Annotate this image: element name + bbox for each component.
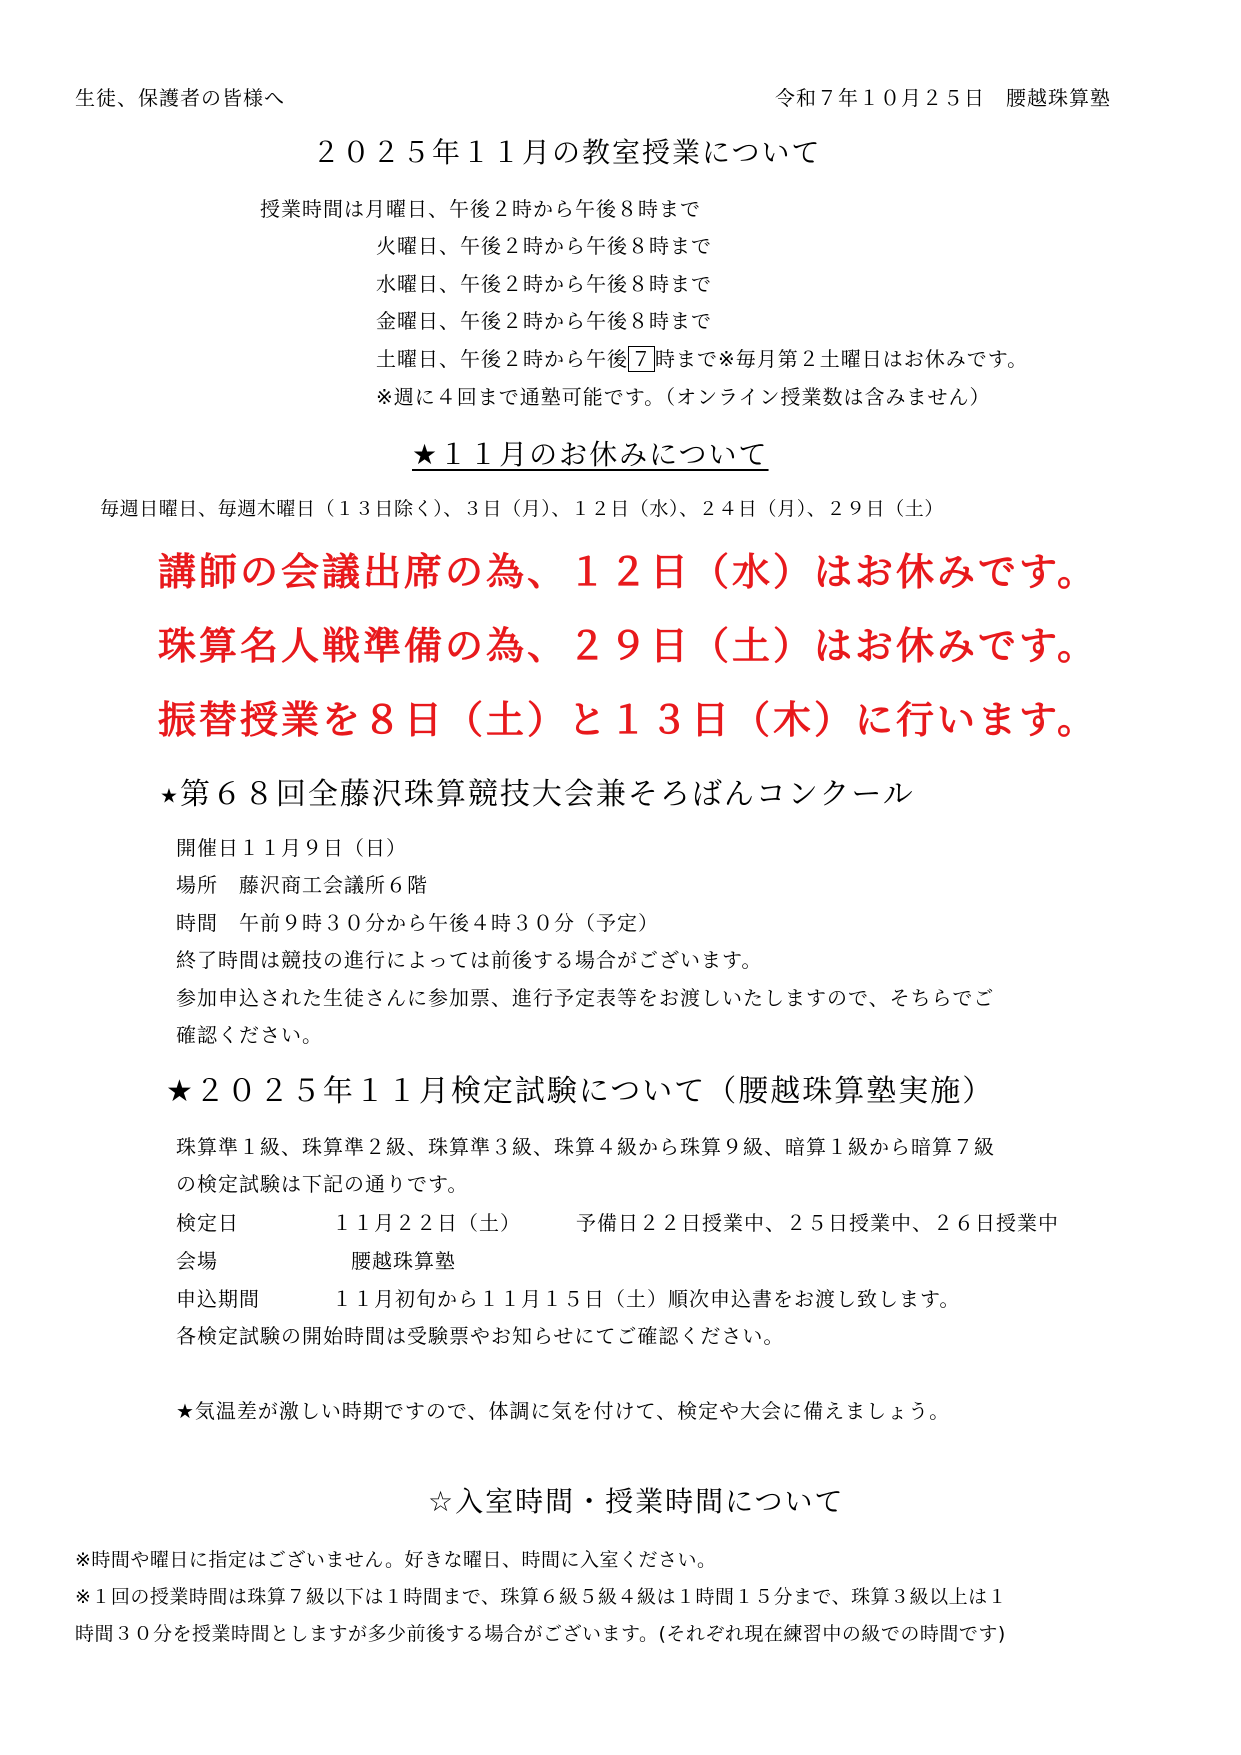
contest-note-1: 終了時間は競技の進行によっては前後する場合がございます。 — [176, 948, 763, 972]
classes-title: ２０２５年１１月の教室授業について — [312, 136, 822, 169]
contest-date: 開催日１１月９日（日） — [176, 836, 407, 860]
classes-line-saturday — [376, 343, 1028, 372]
exam-line-2: の検定試験は下記の通りです。 — [176, 1172, 469, 1196]
star-icon: ★ — [160, 783, 180, 808]
entry-line-3: 時間３０分を授業時間としますが多少前後する場合がございます。(それぞれ現在練習中の級での時間です) — [75, 1623, 1006, 1645]
holiday-notice-12: 講師の会議出席の為、１２日（水）はお休みです。 — [158, 550, 1098, 594]
exam-date-value: １１月２２日（土） — [332, 1211, 521, 1235]
entry-line-1: ※時間や曜日に指定はございません。好きな曜日、時間に入室ください。 — [75, 1549, 717, 1571]
contest-note-3: 確認ください。 — [176, 1023, 323, 1047]
classes-line-2: 火曜日、午後２時から午後８時まで — [376, 234, 712, 258]
exam-period-label: 申込期間 — [176, 1287, 260, 1311]
holidays-list: 毎週日曜日、毎週木曜日（１３日除く）、３日（月）、１２日（水）、２４日（月）、２９日（土） — [100, 498, 945, 520]
holiday-notice-29: 珠算名人戦準備の為、２９日（土）はお休みです。 — [158, 624, 1098, 668]
contest-place: 場所 藤沢商工会議所６階 — [176, 873, 428, 897]
classes-line-4: 金曜日、午後２時から午後８時まで — [376, 309, 712, 333]
makeup-class-notice: 振替授業を８日（土）と１３日（木）に行います。 — [158, 698, 1098, 742]
contest-note-2: 参加申込された生徒さんに参加票、進行予定表等をお渡しいたしますので、そちらでご — [176, 986, 995, 1010]
exam-venue-label: 会場 — [176, 1249, 218, 1273]
entry-title: ☆入室時間・授業時間について — [428, 1485, 845, 1518]
classes-note: ※週に４回まで通塾可能です。（オンライン授業数は含みません） — [376, 385, 991, 409]
saturday-pre: 土曜日、午後２時から午後 — [376, 347, 628, 371]
contest-title-row — [160, 769, 915, 813]
exam-start-note: 各検定試験の開始時間は受験票やお知らせにてご確認ください。 — [176, 1324, 785, 1348]
date-text: 令和７年１０月２５日 — [775, 86, 985, 110]
weather-note: ★気温差が激しい時期ですので、体調に気を付けて、検定や大会に備えましょう。 — [176, 1399, 951, 1423]
exam-date-label: 検定日 — [176, 1211, 239, 1235]
school-name: 腰越珠算塾 — [1006, 86, 1111, 110]
contest-title: 第６８回全藤沢珠算競技大会兼そろばんコンクール — [179, 777, 915, 812]
classes-line-3: 水曜日、午後２時から午後８時まで — [376, 272, 712, 296]
saturday-end-hour: ７ — [628, 346, 655, 372]
exam-venue-value: 腰越珠算塾 — [351, 1249, 456, 1273]
entry-line-2: ※１回の授業時間は珠算７級以下は１時間まで、珠算６級５級４級は１時間１５分まで、珠算３級以上は１ — [75, 1586, 1008, 1608]
exam-period-value: １１月初旬から１１月１５日（土）順次申込書をお渡し致します。 — [332, 1287, 961, 1311]
saturday-post: 時まで※毎月第２土曜日はお休みです。 — [655, 347, 1029, 371]
recipient: 生徒、保護者の皆様へ — [75, 86, 285, 110]
exam-title: ★２０２５年１１月検定試験について（腰越珠算塾実施） — [166, 1074, 995, 1109]
exam-reserve-days: 予備日２２日授業中、２５日授業中、２６日授業中 — [576, 1211, 1059, 1235]
contest-time: 時間 午前９時３０分から午後４時３０分（予定） — [176, 911, 659, 935]
issue-date — [775, 82, 1111, 111]
holidays-title: ★１１月のお休みについて — [412, 438, 769, 471]
classes-line-1: 授業時間は月曜日、午後２時から午後８時まで — [260, 197, 701, 221]
exam-line-1: 珠算準１級、珠算準２級、珠算準３級、珠算４級から珠算９級、暗算１級から暗算７級 — [176, 1135, 995, 1159]
